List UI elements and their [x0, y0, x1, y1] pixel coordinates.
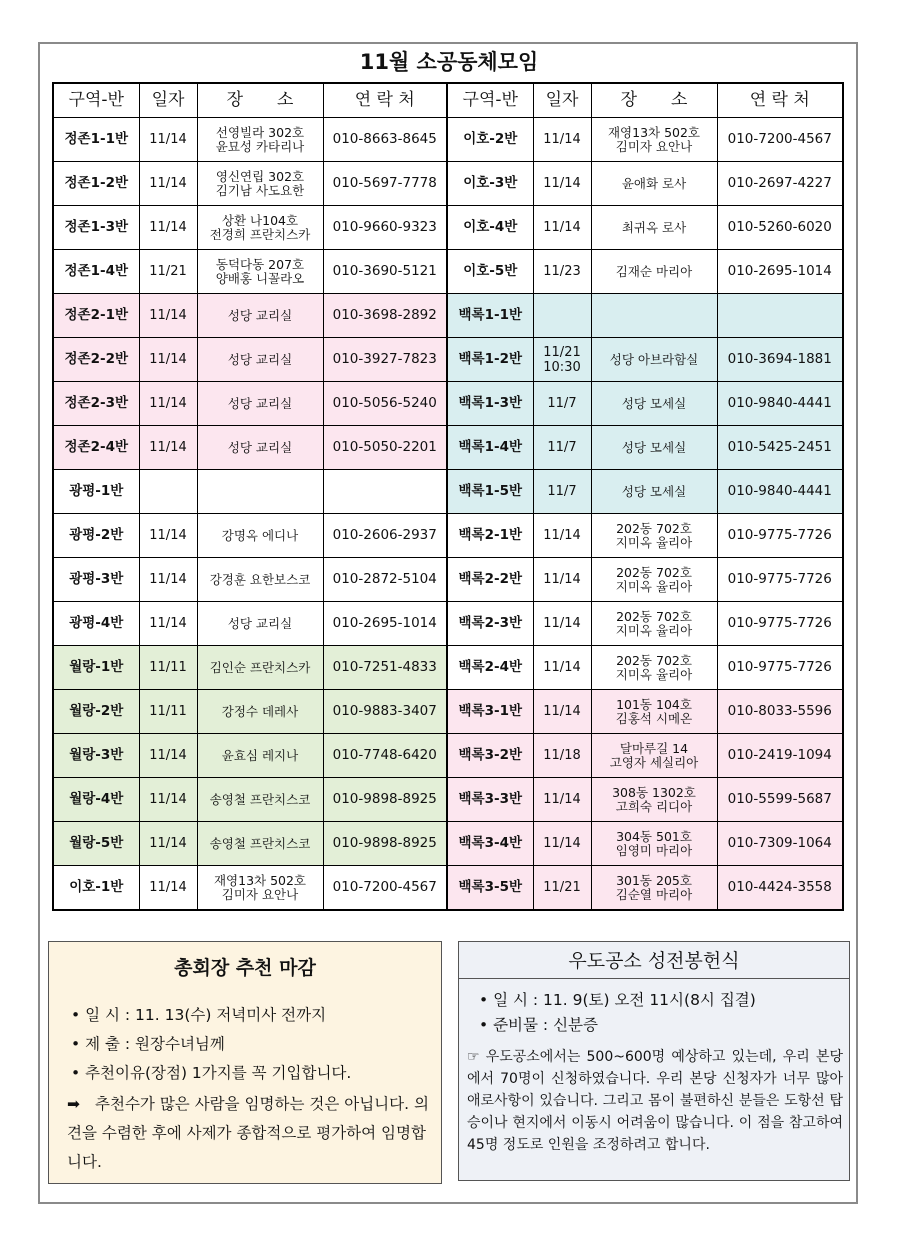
date-cell: 11/14 [533, 822, 591, 866]
date-cell: 11/14 [139, 338, 197, 382]
place-line: 김홍석 시메온 [615, 710, 693, 726]
table-row [53, 822, 843, 866]
district-cell: 백록2-3반 [447, 602, 533, 646]
place-line: 선영빌라 302호 [215, 124, 305, 140]
date-cell: 11/18 [533, 734, 591, 778]
date-cell: 11/14 [139, 866, 197, 911]
col-header-date: 일자 [533, 83, 591, 118]
place-cell [197, 382, 323, 426]
table-row [53, 338, 843, 382]
place-line: 최귀옥 로사 [621, 219, 687, 235]
place-line: 송영철 프란치스코 [209, 835, 311, 851]
district-cell: 백록1-1반 [447, 294, 533, 338]
district-cell: 정존2-1반 [53, 294, 139, 338]
notice-paragraph-text: 추천수가 많은 사람을 임명하는 것은 아닙니다. 의견을 수렴한 후에 사제가 종합적으로 평가하여 임명합니다. [67, 1095, 429, 1171]
phone-cell: 010-2697-4227 [717, 162, 843, 206]
place-line: 지미옥 율리아 [615, 578, 693, 594]
place-line: 202동 702호 [616, 608, 692, 624]
col-header-district: 구역-반 [53, 83, 139, 118]
phone-cell: 010-9775-7726 [717, 646, 843, 690]
place-line: 강명옥 에디나 [221, 527, 299, 543]
col-header-district: 구역-반 [447, 83, 533, 118]
phone-cell: 010-2695-1014 [323, 602, 447, 646]
place-line: 202동 702호 [616, 652, 692, 668]
notice-title: 총회장 추천 마감 [174, 957, 316, 979]
table-row [53, 294, 843, 338]
phone-cell: 010-5056-5240 [323, 382, 447, 426]
place-cell [197, 250, 323, 294]
date-cell [139, 470, 197, 514]
table-row [53, 206, 843, 250]
notice-paragraph: ☞ 우도공소에서는 500~600명 예상하고 있는데, 우리 본당에서 70명이 신청하였습니다. 우리 본당 신청자가 너무 많아 애로사항이 있습니다. 그리고 몸이 불편하신 분들은 도항선 탑승이나 현지에서 이동시 어려움이 많습니다. 이 점을 참고하여 45명 정도로 인원을 조정하려고 합니다. [467, 1049, 843, 1153]
district-cell: 정존1-1반 [53, 118, 139, 162]
phone-cell: 010-9775-7726 [717, 514, 843, 558]
date-cell: 11/14 [139, 294, 197, 338]
notice-item-date: • 일 시 : 11. 9(토) 오전 11시(8시 집결) [479, 991, 756, 1009]
place-cell [197, 646, 323, 690]
phone-cell: 010-5050-2201 [323, 426, 447, 470]
place-cell [197, 118, 323, 162]
place-line: 성당 모세실 [621, 395, 687, 411]
place-line: 성당 모세실 [621, 439, 687, 455]
table-row [53, 470, 843, 514]
place-line: 영신연립 302호 [215, 168, 305, 184]
district-cell: 백록3-5반 [447, 866, 533, 911]
notice-paragraph [67, 1090, 433, 1177]
phone-cell: 010-9898-8925 [323, 778, 447, 822]
date-cell: 11/14 [533, 558, 591, 602]
district-cell: 광평-1반 [53, 470, 139, 514]
col-header-date: 일자 [139, 83, 197, 118]
phone-cell: 010-3698-2892 [323, 294, 447, 338]
place-cell [591, 118, 717, 162]
place-line: 윤묘성 카타리나 [215, 138, 305, 154]
phone-cell: 010-7748-6420 [323, 734, 447, 778]
date-cell: 11/21 [139, 250, 197, 294]
district-cell: 백록1-2반 [447, 338, 533, 382]
place-line: 달마루길 14 [619, 740, 689, 756]
place-line: 상환 나104호 [221, 212, 299, 228]
phone-cell: 010-7309-1064 [717, 822, 843, 866]
place-cell [591, 602, 717, 646]
district-cell: 이호-4반 [447, 206, 533, 250]
place-cell [197, 822, 323, 866]
phone-cell: 010-4424-3558 [717, 866, 843, 911]
place-line: 강경훈 요한보스코 [209, 571, 311, 587]
place-line: 동덕다동 207호 [215, 256, 305, 272]
place-line: 김순열 마리아 [615, 886, 693, 902]
district-cell: 이호-1반 [53, 866, 139, 911]
date-cell: 11/14 [139, 206, 197, 250]
udo-dedication-notice [458, 941, 850, 1181]
place-line: 308동 1302호 [612, 784, 696, 800]
date-cell: 11/14 [533, 778, 591, 822]
place-cell [197, 206, 323, 250]
phone-cell: 010-9840-4441 [717, 382, 843, 426]
date-cell: 11/14 [533, 602, 591, 646]
place-cell [591, 426, 717, 470]
district-cell: 월랑-1반 [53, 646, 139, 690]
place-line: 304동 501호 [616, 828, 692, 844]
place-cell [591, 514, 717, 558]
district-cell: 백록3-2반 [447, 734, 533, 778]
phone-cell: 010-3694-1881 [717, 338, 843, 382]
district-cell: 정존2-4반 [53, 426, 139, 470]
district-cell: 월랑-2반 [53, 690, 139, 734]
phone-cell: 010-2695-1014 [717, 250, 843, 294]
place-line: 재영13차 502호 [213, 872, 307, 888]
phone-cell: 010-2606-2937 [323, 514, 447, 558]
district-cell: 정존1-4반 [53, 250, 139, 294]
date-cell [533, 294, 591, 338]
date-cell: 11/14 [139, 778, 197, 822]
place-cell [591, 558, 717, 602]
place-line: 임영미 마리아 [615, 842, 693, 858]
place-line: 지미옥 율리아 [615, 666, 693, 682]
date-cell: 11/14 [533, 646, 591, 690]
place-line: 성당 교리실 [227, 615, 293, 631]
notice-item-submit: • 제 출 : 원장수녀님께 [71, 1035, 225, 1053]
date-cell: 11/14 [533, 118, 591, 162]
place-line: 301동 205호 [616, 872, 692, 888]
date-cell: 11/7 [533, 426, 591, 470]
district-cell: 정존1-2반 [53, 162, 139, 206]
district-cell: 백록3-3반 [447, 778, 533, 822]
place-line: 송영철 프란치스코 [209, 791, 311, 807]
phone-cell: 010-9775-7726 [717, 602, 843, 646]
phone-cell: 010-9840-4441 [717, 470, 843, 514]
date-cell: 11/14 [139, 514, 197, 558]
place-cell [591, 382, 717, 426]
place-cell [591, 206, 717, 250]
place-line: 101동 104호 [616, 696, 692, 712]
place-cell [197, 558, 323, 602]
district-cell: 정존2-2반 [53, 338, 139, 382]
place-line: 김미자 요안나 [615, 138, 693, 154]
date-cell: 11/14 [139, 382, 197, 426]
phone-cell: 010-5260-6020 [717, 206, 843, 250]
district-cell: 백록1-3반 [447, 382, 533, 426]
arrow-right-icon: ➡ [67, 1095, 80, 1113]
date-cell: 11/21 10:30 [533, 338, 591, 382]
place-cell [591, 162, 717, 206]
district-cell: 이호-5반 [447, 250, 533, 294]
table-row [53, 118, 843, 162]
place-cell [591, 866, 717, 911]
district-cell: 월랑-5반 [53, 822, 139, 866]
date-cell: 11/14 [139, 162, 197, 206]
place-line: 지미옥 율리아 [615, 622, 693, 638]
place-cell [197, 602, 323, 646]
phone-cell [323, 470, 447, 514]
notice-item-date: • 일 시 : 11. 13(수) 저녁미사 전까지 [71, 1006, 327, 1024]
date-cell: 11/14 [139, 118, 197, 162]
phone-cell: 010-7200-4567 [323, 866, 447, 911]
place-cell [197, 690, 323, 734]
table-row [53, 734, 843, 778]
district-cell: 백록1-4반 [447, 426, 533, 470]
place-cell [197, 514, 323, 558]
district-cell: 광평-4반 [53, 602, 139, 646]
phone-cell: 010-9660-9323 [323, 206, 447, 250]
district-cell: 정존2-3반 [53, 382, 139, 426]
col-header-phone: 연 락 처 [717, 83, 843, 118]
table-row [53, 162, 843, 206]
date-cell: 11/23 [533, 250, 591, 294]
date-cell: 11/7 [533, 382, 591, 426]
district-cell: 광평-2반 [53, 514, 139, 558]
table-row [53, 382, 843, 426]
place-line: 윤애화 로사 [621, 175, 687, 191]
place-cell [591, 470, 717, 514]
place-line: 김미자 요안나 [221, 886, 299, 902]
page-title: 11월 소공동체모임 [359, 50, 539, 74]
place-line: 김기남 사도요한 [215, 182, 305, 198]
place-line: 김재순 마리아 [615, 263, 693, 279]
chairman-recommendation-notice [48, 941, 442, 1184]
phone-cell: 010-3690-5121 [323, 250, 447, 294]
place-line: 202동 702호 [616, 564, 692, 580]
date-cell: 11/14 [139, 426, 197, 470]
date-cell: 11/14 [139, 734, 197, 778]
place-cell [591, 822, 717, 866]
phone-cell: 010-9775-7726 [717, 558, 843, 602]
place-cell [591, 690, 717, 734]
district-cell: 백록3-4반 [447, 822, 533, 866]
phone-cell: 010-7200-4567 [717, 118, 843, 162]
district-cell: 백록1-5반 [447, 470, 533, 514]
phone-cell: 010-2872-5104 [323, 558, 447, 602]
phone-cell: 010-8663-8645 [323, 118, 447, 162]
district-cell: 백록2-1반 [447, 514, 533, 558]
table-row [53, 558, 843, 602]
table-row [53, 778, 843, 822]
place-cell [591, 734, 717, 778]
district-cell: 월랑-4반 [53, 778, 139, 822]
place-cell [197, 162, 323, 206]
date-cell: 11/11 [139, 646, 197, 690]
district-cell: 정존1-3반 [53, 206, 139, 250]
place-line: 고영자 세실리아 [609, 754, 699, 770]
date-cell: 11/14 [533, 162, 591, 206]
divider [459, 978, 849, 979]
place-line: 성당 교리실 [227, 439, 293, 455]
district-cell: 광평-3반 [53, 558, 139, 602]
place-line: 양배홍 니꼴라오 [215, 270, 305, 286]
place-line: 윤효심 레지나 [221, 747, 299, 763]
place-line: 고희숙 리디아 [615, 798, 693, 814]
table-row [53, 426, 843, 470]
table-row [53, 690, 843, 734]
phone-cell: 010-7251-4833 [323, 646, 447, 690]
place-line: 성당 교리실 [227, 395, 293, 411]
table-row [53, 602, 843, 646]
place-line: 성당 교리실 [227, 351, 293, 367]
place-line: 성당 모세실 [621, 483, 687, 499]
date-cell: 11/14 [139, 602, 197, 646]
notice-item-supplies: • 준비물 : 신분증 [479, 1016, 598, 1034]
place-line: 202동 702호 [616, 520, 692, 536]
place-cell [591, 250, 717, 294]
place-cell [197, 470, 323, 514]
place-cell [197, 734, 323, 778]
date-cell: 11/14 [533, 514, 591, 558]
date-cell: 11/11 [139, 690, 197, 734]
date-cell: 11/14 [139, 558, 197, 602]
district-cell: 월랑-3반 [53, 734, 139, 778]
place-cell [197, 294, 323, 338]
place-line: 지미옥 율리아 [615, 534, 693, 550]
place-cell [591, 778, 717, 822]
place-line: 재영13차 502호 [607, 124, 701, 140]
table-row [53, 646, 843, 690]
place-cell [197, 426, 323, 470]
phone-cell: 010-9883-3407 [323, 690, 447, 734]
notice-title: 우도공소 성전봉헌식 [568, 950, 740, 972]
phone-cell: 010-5599-5687 [717, 778, 843, 822]
phone-cell: 010-5697-7778 [323, 162, 447, 206]
place-cell [197, 866, 323, 911]
place-cell [591, 646, 717, 690]
date-cell: 11/21 [533, 866, 591, 911]
place-cell [591, 294, 717, 338]
date-cell: 11/14 [139, 822, 197, 866]
place-cell [197, 778, 323, 822]
schedule-table [52, 82, 844, 911]
district-cell: 백록2-2반 [447, 558, 533, 602]
district-cell: 백록2-4반 [447, 646, 533, 690]
date-cell: 11/7 [533, 470, 591, 514]
phone-cell: 010-5425-2451 [717, 426, 843, 470]
place-line: 성당 아브라함실 [609, 351, 699, 367]
place-line: 성당 교리실 [227, 307, 293, 323]
col-header-phone: 연 락 처 [323, 83, 447, 118]
schedule-body [53, 118, 843, 911]
col-header-place: 장 소 [197, 83, 323, 118]
phone-cell [717, 294, 843, 338]
phone-cell: 010-2419-1094 [717, 734, 843, 778]
place-line: 전경희 프란치스카 [209, 226, 311, 242]
table-row [53, 514, 843, 558]
date-cell: 11/14 [533, 206, 591, 250]
table-row [53, 866, 843, 911]
phone-cell: 010-9898-8925 [323, 822, 447, 866]
place-cell [197, 338, 323, 382]
header-row [53, 83, 843, 118]
district-cell: 이호-3반 [447, 162, 533, 206]
district-cell: 이호-2반 [447, 118, 533, 162]
phone-cell: 010-8033-5596 [717, 690, 843, 734]
phone-cell: 010-3927-7823 [323, 338, 447, 382]
date-cell: 11/14 [533, 690, 591, 734]
place-cell [591, 338, 717, 382]
table-row [53, 250, 843, 294]
col-header-place: 장 소 [591, 83, 717, 118]
district-cell: 백록3-1반 [447, 690, 533, 734]
place-line: 강정수 데레사 [221, 703, 299, 719]
notice-item-reason: • 추천이유(장점) 1가지를 꼭 기입합니다. [71, 1064, 352, 1082]
place-line: 김인순 프란치스카 [209, 659, 311, 675]
